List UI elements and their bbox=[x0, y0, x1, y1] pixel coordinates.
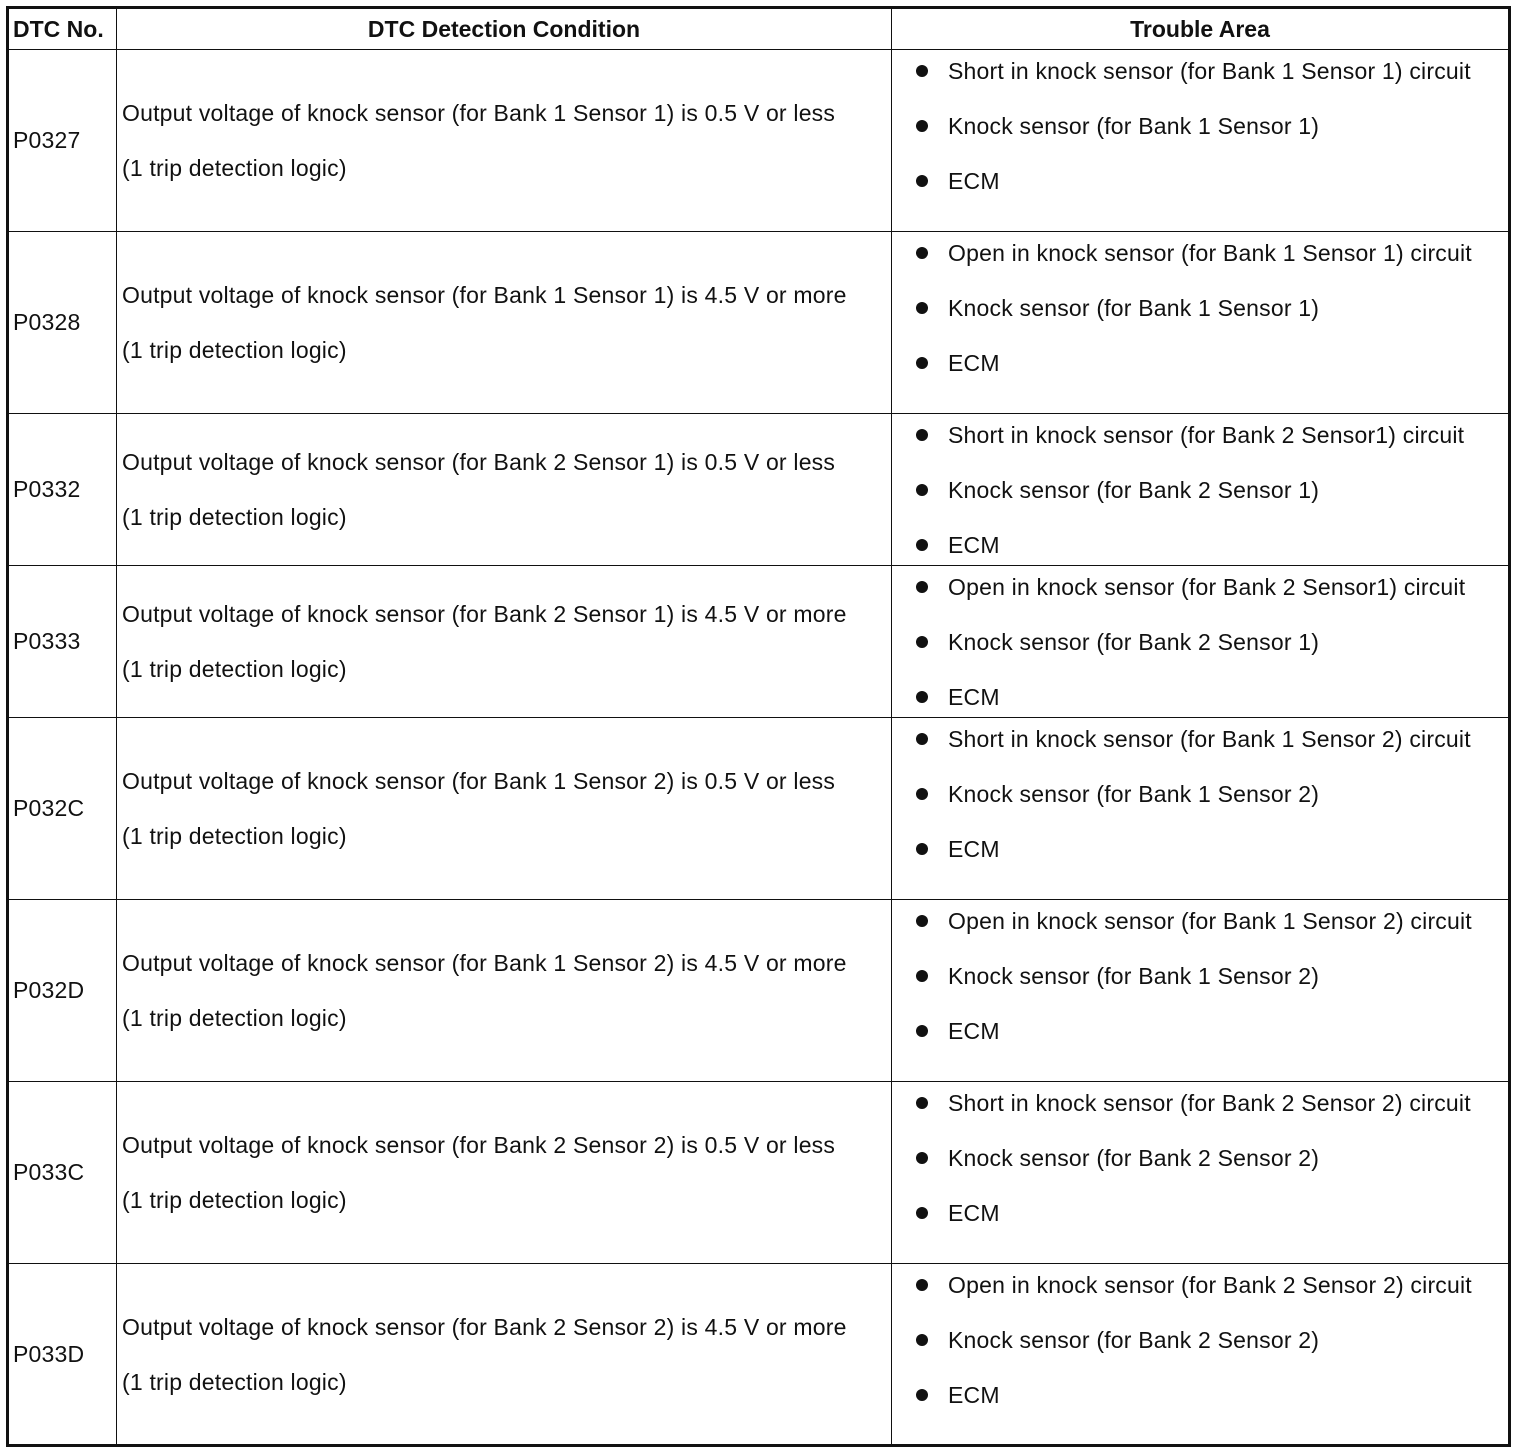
bullet-icon bbox=[916, 691, 928, 703]
trouble-area-text: ECM bbox=[948, 168, 1000, 194]
detection-logic: (1 trip detection logic) bbox=[122, 1368, 347, 1395]
condition-text: Output voltage of knock sensor (for Bank 1 Sensor 1) is 0.5 V or less bbox=[122, 100, 836, 126]
bullet-icon bbox=[916, 429, 928, 441]
list-item bbox=[892, 1016, 1508, 1046]
trouble-area bbox=[892, 232, 1510, 414]
bullet-icon bbox=[916, 1389, 928, 1401]
dtc-code: P032C bbox=[8, 718, 117, 900]
trouble-area bbox=[892, 414, 1510, 566]
trouble-area-list bbox=[892, 50, 1508, 196]
bullet-icon bbox=[916, 1207, 928, 1219]
bullet-icon bbox=[916, 788, 928, 800]
trouble-area-text: Short in knock sensor (for Bank 2 Sensor1) circuit bbox=[948, 422, 1465, 448]
dtc-code: P0328 bbox=[8, 232, 117, 414]
trouble-area-text: Open in knock sensor (for Bank 1 Sensor 2) circuit bbox=[948, 908, 1472, 934]
trouble-area-list bbox=[892, 1264, 1508, 1410]
list-item bbox=[892, 572, 1508, 602]
list-item bbox=[892, 530, 1508, 560]
dtc-code: P0327 bbox=[8, 50, 117, 232]
dtc-code: P032D bbox=[8, 900, 117, 1082]
condition-text: Output voltage of knock sensor (for Bank 2 Sensor 1) is 0.5 V or less bbox=[122, 449, 836, 475]
trouble-area-text: ECM bbox=[948, 836, 1000, 862]
bullet-icon bbox=[916, 357, 928, 369]
table-row bbox=[8, 50, 1510, 232]
condition-text: Output voltage of knock sensor (for Bank 2 Sensor 1) is 4.5 V or more bbox=[122, 601, 847, 627]
trouble-area-text: ECM bbox=[948, 532, 1000, 558]
bullet-icon bbox=[916, 539, 928, 551]
trouble-area-text: Short in knock sensor (for Bank 1 Sensor 2) circuit bbox=[948, 726, 1471, 752]
trouble-area-text: Short in knock sensor (for Bank 1 Sensor 1) circuit bbox=[948, 58, 1471, 84]
list-item bbox=[892, 906, 1508, 936]
condition-text: Output voltage of knock sensor (for Bank 2 Sensor 2) is 0.5 V or less bbox=[122, 1132, 836, 1158]
list-item bbox=[892, 420, 1508, 450]
list-item bbox=[892, 724, 1508, 754]
list-item bbox=[892, 166, 1508, 196]
trouble-area-list bbox=[892, 718, 1508, 864]
table-row bbox=[8, 900, 1510, 1082]
list-item bbox=[892, 1143, 1508, 1173]
list-item bbox=[892, 238, 1508, 268]
trouble-area-text: Knock sensor (for Bank 2 Sensor 1) bbox=[948, 629, 1320, 655]
table-body bbox=[8, 50, 1510, 1446]
trouble-area-text: Open in knock sensor (for Bank 2 Sensor 2) circuit bbox=[948, 1272, 1472, 1298]
trouble-area-text: ECM bbox=[948, 1382, 1000, 1408]
trouble-area-text: Short in knock sensor (for Bank 2 Sensor 2) circuit bbox=[948, 1090, 1471, 1116]
trouble-area-text: ECM bbox=[948, 684, 1000, 710]
detection-logic: (1 trip detection logic) bbox=[122, 1005, 347, 1031]
trouble-area-text: Knock sensor (for Bank 1 Sensor 2) bbox=[948, 781, 1320, 807]
dtc-code: P0333 bbox=[8, 566, 117, 718]
list-item bbox=[892, 627, 1508, 657]
table-row bbox=[8, 414, 1510, 566]
trouble-area-list bbox=[892, 1082, 1508, 1228]
list-item bbox=[892, 834, 1508, 864]
bullet-icon bbox=[916, 302, 928, 314]
trouble-area-text: ECM bbox=[948, 1200, 1000, 1226]
trouble-area-list bbox=[892, 900, 1508, 1046]
list-item bbox=[892, 56, 1508, 86]
trouble-area-list bbox=[892, 566, 1508, 712]
detection-condition bbox=[117, 1082, 892, 1264]
trouble-area-text: Knock sensor (for Bank 1 Sensor 1) bbox=[948, 113, 1320, 139]
detection-logic: (1 trip detection logic) bbox=[122, 155, 347, 181]
detection-condition bbox=[117, 718, 892, 900]
trouble-area bbox=[892, 566, 1510, 718]
dtc-code: P033C bbox=[8, 1082, 117, 1264]
trouble-area-text: Knock sensor (for Bank 1 Sensor 2) bbox=[948, 963, 1320, 989]
list-item bbox=[892, 293, 1508, 323]
dtc-code: P033D bbox=[8, 1264, 117, 1446]
detection-logic: (1 trip detection logic) bbox=[122, 337, 347, 363]
list-item bbox=[892, 1088, 1508, 1118]
list-item bbox=[892, 475, 1508, 505]
bullet-icon bbox=[916, 120, 928, 132]
list-item bbox=[892, 682, 1508, 712]
list-item bbox=[892, 961, 1508, 991]
dtc-code: P0332 bbox=[8, 414, 117, 566]
trouble-area-text: Open in knock sensor (for Bank 1 Sensor 1) circuit bbox=[948, 240, 1472, 266]
condition-text: Output voltage of knock sensor (for Bank 1 Sensor 2) is 4.5 V or more bbox=[122, 950, 847, 976]
trouble-area-text: Knock sensor (for Bank 2 Sensor 1) bbox=[948, 477, 1320, 503]
trouble-area-text: ECM bbox=[948, 350, 1000, 376]
trouble-area-text: Open in knock sensor (for Bank 2 Sensor1) circuit bbox=[948, 574, 1466, 600]
detection-condition bbox=[117, 50, 892, 232]
list-item bbox=[892, 348, 1508, 378]
list-item bbox=[892, 1198, 1508, 1228]
bullet-icon bbox=[916, 65, 928, 77]
bullet-icon bbox=[916, 175, 928, 187]
bullet-icon bbox=[916, 733, 928, 745]
trouble-area-text: ECM bbox=[948, 1018, 1000, 1044]
trouble-area-list bbox=[892, 414, 1508, 560]
condition-text: Output voltage of knock sensor (for Bank 1 Sensor 2) is 0.5 V or less bbox=[122, 768, 836, 794]
table-row bbox=[8, 718, 1510, 900]
header-trouble-area: Trouble Area bbox=[892, 8, 1510, 50]
trouble-area bbox=[892, 900, 1510, 1082]
bullet-icon bbox=[916, 1097, 928, 1109]
trouble-area-text: Knock sensor (for Bank 1 Sensor 1) bbox=[948, 295, 1320, 321]
detection-condition bbox=[117, 566, 892, 718]
detection-logic: (1 trip detection logic) bbox=[122, 1187, 347, 1213]
table-row bbox=[8, 1082, 1510, 1264]
trouble-area-list bbox=[892, 232, 1508, 378]
bullet-icon bbox=[916, 843, 928, 855]
detection-condition bbox=[117, 900, 892, 1082]
dtc-table bbox=[6, 6, 1511, 1447]
trouble-area bbox=[892, 50, 1510, 232]
bullet-icon bbox=[916, 1334, 928, 1346]
bullet-icon bbox=[916, 484, 928, 496]
table-row bbox=[8, 1264, 1510, 1446]
bullet-icon bbox=[916, 636, 928, 648]
bullet-icon bbox=[916, 970, 928, 982]
detection-condition bbox=[117, 1264, 892, 1446]
bullet-icon bbox=[916, 581, 928, 593]
bullet-icon bbox=[916, 1025, 928, 1037]
table-row bbox=[8, 232, 1510, 414]
bullet-icon bbox=[916, 247, 928, 259]
list-item bbox=[892, 1380, 1508, 1410]
list-item bbox=[892, 111, 1508, 141]
bullet-icon bbox=[916, 1152, 928, 1164]
detection-logic: (1 trip detection logic) bbox=[122, 823, 347, 849]
detection-condition bbox=[117, 232, 892, 414]
trouble-area bbox=[892, 718, 1510, 900]
bullet-icon bbox=[916, 915, 928, 927]
header-dtc-no: DTC No. bbox=[8, 8, 117, 50]
condition-text: Output voltage of knock sensor (for Bank 2 Sensor 2) is 4.5 V or more bbox=[122, 1313, 847, 1340]
header-detection-condition: DTC Detection Condition bbox=[117, 8, 892, 50]
header-row bbox=[8, 8, 1510, 50]
list-item bbox=[892, 779, 1508, 809]
trouble-area bbox=[892, 1264, 1510, 1446]
detection-logic: (1 trip detection logic) bbox=[122, 504, 347, 530]
detection-logic: (1 trip detection logic) bbox=[122, 656, 347, 682]
condition-text: Output voltage of knock sensor (for Bank 1 Sensor 1) is 4.5 V or more bbox=[122, 282, 847, 308]
list-item bbox=[892, 1270, 1508, 1300]
bullet-icon bbox=[916, 1279, 928, 1291]
trouble-area-text: Knock sensor (for Bank 2 Sensor 2) bbox=[948, 1145, 1320, 1171]
trouble-area-text: Knock sensor (for Bank 2 Sensor 2) bbox=[948, 1327, 1320, 1353]
list-item bbox=[892, 1325, 1508, 1355]
detection-condition bbox=[117, 414, 892, 566]
table-row bbox=[8, 566, 1510, 718]
trouble-area bbox=[892, 1082, 1510, 1264]
